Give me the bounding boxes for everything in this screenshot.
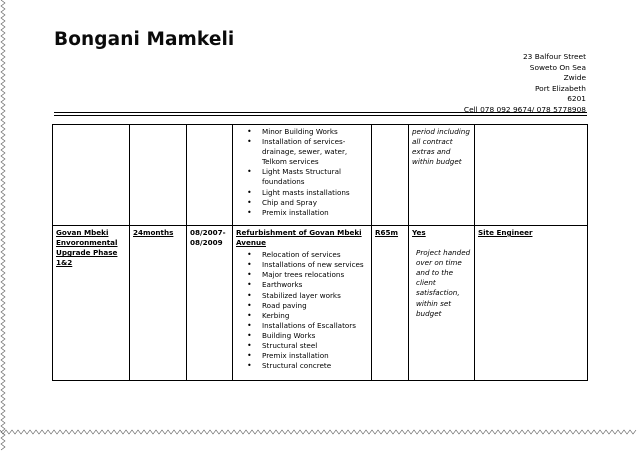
scope-cell <box>233 226 372 381</box>
address-line: Soweto On Sea <box>529 62 586 72</box>
date-range: 08/2007-08/2009 <box>190 228 226 248</box>
list-item: • Stabilized layer works <box>247 291 368 301</box>
list-item: • Building Works <box>247 331 368 341</box>
list-item: • Structural steel <box>247 341 368 351</box>
value-cell <box>372 226 409 381</box>
list-item: • Light Masts Structural foundations <box>247 167 368 187</box>
header-divider <box>54 112 587 116</box>
duration-cell <box>130 125 187 226</box>
dates-cell <box>187 125 233 226</box>
list-item: • Installation of services-drainage, sewer, water, Telkom services <box>247 137 368 167</box>
list-item: • Minor Building Works <box>247 127 368 137</box>
list-item: • Earthworks <box>247 280 368 290</box>
list-item: • Light masts installations <box>247 188 368 198</box>
table-row <box>53 125 588 226</box>
note-cell <box>409 125 475 226</box>
left-wavy-border <box>0 0 8 451</box>
note-cell <box>409 226 475 381</box>
role-cell <box>475 226 588 381</box>
dates-cell <box>187 226 233 381</box>
role-cell <box>475 125 588 226</box>
experience-table <box>52 124 588 381</box>
status: Yes <box>412 228 426 237</box>
list-item: • Major trees relocations <box>247 270 368 280</box>
address-line: 23 Balfour Street <box>522 52 586 61</box>
contact-address <box>464 52 586 116</box>
list-item: • Premix installation <box>247 351 368 361</box>
scope-title: Refurbishment of Govan Mbeki Avenue <box>236 228 362 248</box>
address-line: Port Elizabeth <box>534 83 586 93</box>
list-item: • Installations of new services <box>247 260 368 270</box>
value-cell <box>372 125 409 226</box>
bottom-wavy-border <box>0 428 638 436</box>
list-item: • Kerbing <box>247 311 368 321</box>
address-line: Zwide <box>563 73 586 83</box>
list-item: • Premix installation <box>247 208 368 218</box>
address-line: 6201 <box>567 94 586 104</box>
completion-note: period including all contract extras and within budget <box>412 127 470 167</box>
list-item: • Road paving <box>247 301 368 311</box>
scope-cell <box>233 125 372 226</box>
scope-list <box>236 250 368 371</box>
contract-value: R65m <box>375 228 399 237</box>
list-item: • Installations of Escallators <box>247 321 368 331</box>
duration: 24months <box>133 228 174 237</box>
scope-list <box>236 127 368 218</box>
project-cell <box>53 226 130 381</box>
duration-cell <box>130 226 187 381</box>
project-name: Govan Mbeki Envoronmental Upgrade Phase 1&2 <box>56 228 118 268</box>
candidate-name: Bongani Mamkeli <box>54 29 235 50</box>
project-cell <box>53 125 130 226</box>
list-item: • Structural concrete <box>247 361 368 371</box>
list-item: • Relocation of services <box>247 250 368 260</box>
table-row <box>53 226 588 381</box>
role: Site Engineer <box>478 228 533 237</box>
list-item: • Chip and Spray <box>247 198 368 208</box>
cell-numbers: Cell 078 092 9674/ 078 5778908 <box>463 104 586 114</box>
completion-note: Project handed over on time and to the client satisfaction, within set budget <box>416 248 471 318</box>
